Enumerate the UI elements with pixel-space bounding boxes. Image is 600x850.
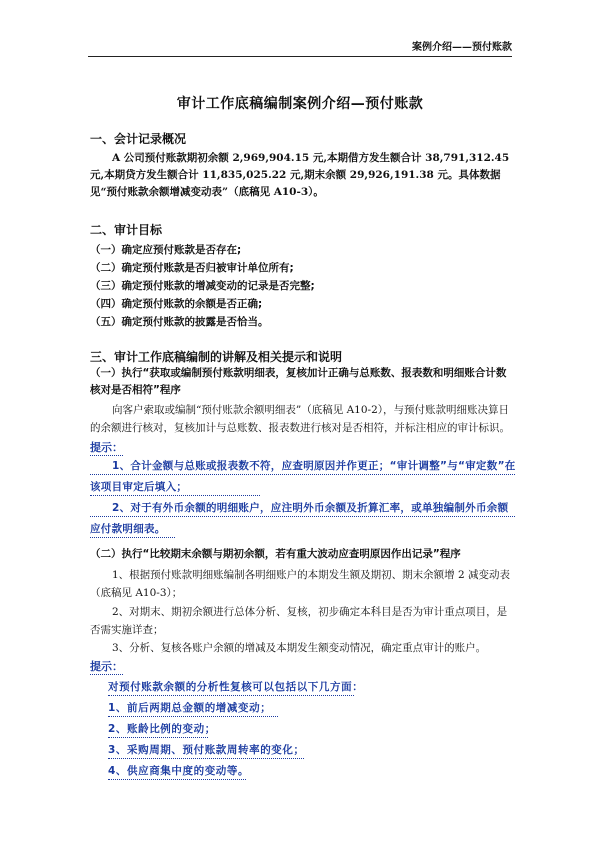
running-header: 案例介绍——预付账款: [412, 42, 512, 53]
sub1-heading: （一）执行“获取或编制预付账款明细表，复核加计正确与总账数、报表数和明细账合计数核对是否相符”程序: [90, 367, 507, 396]
objective-item: （四）确定预付账款的余额是否正确;: [90, 298, 263, 310]
sub2-paragraph: 2、对期末、期初余额进行总体分析、复核，初步确定本科目是否为审计重点项目，是否需实施详查；: [90, 606, 508, 636]
tip-label: 提示：: [90, 660, 123, 673]
tip-underline: [90, 474, 515, 475]
tip-line: 4、供应商集中度的变动等。: [108, 765, 250, 777]
tip-label: 提示：: [90, 441, 123, 454]
objective-item: （五）确定预付账款的披露是否恰当。: [90, 316, 269, 328]
tip-underline: [90, 516, 515, 517]
tip-underline: [108, 758, 304, 759]
section2-heading: 二、审计目标: [90, 223, 163, 237]
page-title: 审计工作底稿编制案例介绍—预付账款: [176, 96, 424, 112]
tip-underline: [108, 737, 208, 738]
tip-text: 2、对于有外币余额的明细账户，应注明外币余额及折算汇率，或单独编制外币余额应付款明细表。: [90, 502, 509, 535]
tip-underline: [108, 695, 354, 696]
tip-line: 对预付账款余额的分析性复核可以包括以下几方面：: [108, 681, 364, 693]
section1-heading: 一、会计记录概况: [90, 132, 187, 146]
tip-text: 1、合计金额与总账或报表数不符，应查明原因并作更正；“审计调整”与“审定数”在该项目审定后填入；: [90, 460, 516, 493]
sub1-body: 向客户索取或编制“预付账款余额明细表”（底稿见 A10-2），与预付账款明细账决算日的余额进行核对，复核加计与总账数、报表数进行核对是否相符，并标注相应的审计标识。: [90, 404, 510, 434]
section3-heading: 三、审计工作底稿编制的讲解及相关提示和说明: [90, 350, 343, 364]
objective-item: （二）确定预付账款是否归被审计单位所有;: [90, 262, 294, 274]
tip-underline: [90, 495, 260, 496]
sub2-paragraph: 1、根据预付账款明细账编制各明细账户的本期发生额及期初、期末余额增 2 减变动表（底稿见 A10-3）；: [90, 569, 511, 599]
tip-line: 1、前后两期总金额的增减变动；: [108, 702, 272, 714]
section1-body: A 公司预付账款期初余额 2,969,904.15 元,本期借方发生额合计 38,791,312.45 元,本期贷方发生额合计 11,835,025.22 元,期末余额 29,926,191.38 元。具体数据见“预付账款余额增减变动表”（底稿见 A10-3）。: [90, 152, 510, 198]
tip-underline: [108, 716, 278, 717]
header-divider: [88, 56, 512, 57]
objective-item: （一）确定应预付账款是否存在;: [90, 244, 242, 256]
tip-underline: [90, 537, 175, 538]
sub2-paragraph: 3、分析、复核各账户余额的增减及本期发生额变动情况，确定重点审计的账户。: [112, 642, 487, 654]
tip-line: 2、账龄比例的变动；: [108, 723, 216, 735]
objective-item: （三）确定预付账款的增减变动的记录是否完整;: [90, 280, 315, 292]
tip-underline: [108, 779, 246, 780]
sub2-heading: （二）执行“比较期末余额与期初余额，若有重大波动应查明原因作出记录”程序: [90, 548, 461, 560]
tip-line: 3、采购周期、预付账款周转率的变化；: [108, 744, 305, 756]
